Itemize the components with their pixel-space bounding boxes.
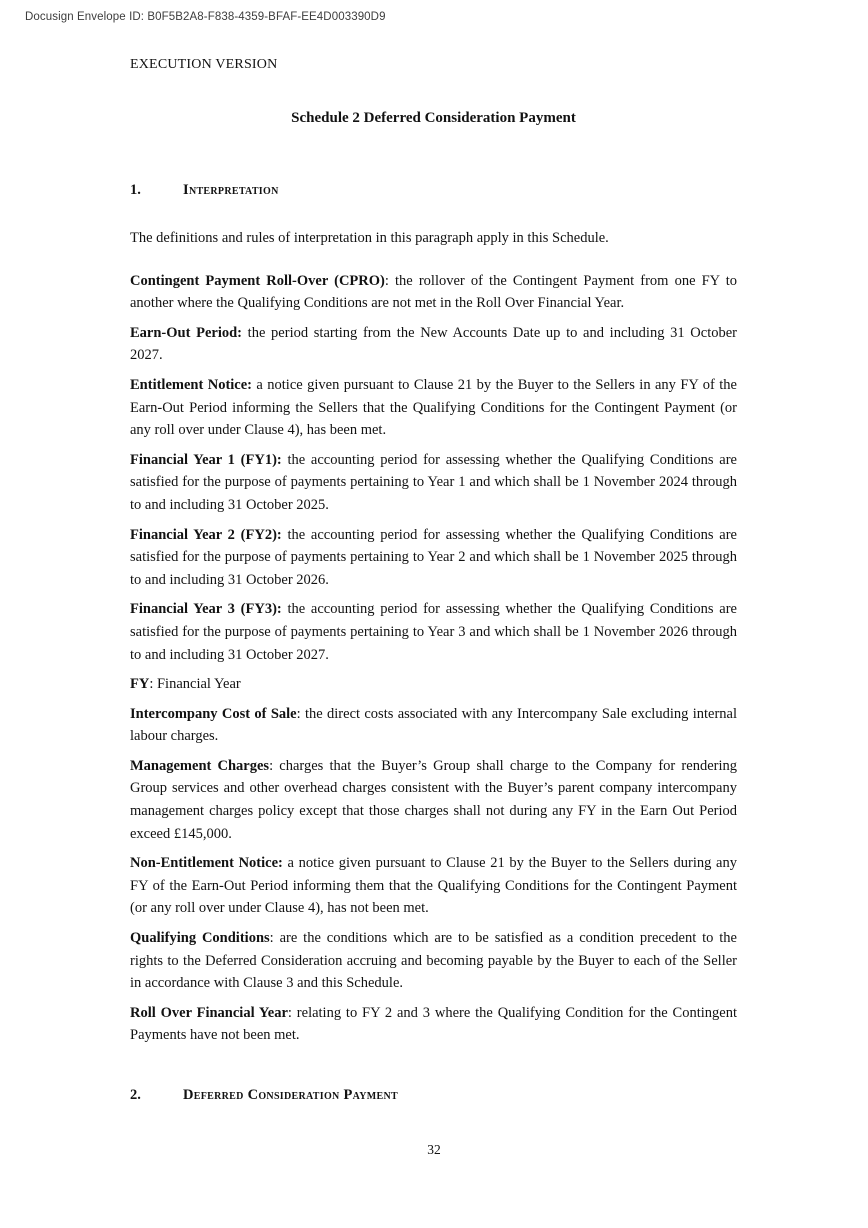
section-label: Deferred Consideration Payment [183, 1087, 398, 1103]
definition-paragraph [130, 598, 737, 666]
definition-text: : charges that the Buyer’s Group shall charge to the Company for rendering Group services and other overhead charges consistent with the Buyer’s parent company intercompany management charges policy except that those charges shall not during any FY in the Earn Out Period exceed £145,000. [130, 757, 737, 842]
definition-text: the accounting period for assessing whether the Qualifying Conditions are satisfied for the purpose of payments pertaining to Year 1 and which shall be 1 November 2024 through to and including 31 October 2025. [130, 451, 737, 513]
definition-text: : relating to FY 2 and 3 where the Qualifying Condition for the Contingent Payments have not been met. [130, 1004, 737, 1044]
docusign-envelope-id: Docusign Envelope ID: B0F5B2A8-F838-4359-BFAF-EE4D003390D9 [25, 11, 386, 23]
document-page [130, 0, 737, 1104]
definition-term: Earn-Out Period: [130, 324, 242, 341]
schedule-title: Schedule 2 Deferred Consideration Payment [291, 110, 576, 126]
page-number: 32 [427, 1142, 441, 1157]
definition-text: : are the conditions which are to be satisfied as a condition precedent to the rights to the Deferred Consideration accruing and becoming payable by the Buyer to each of the Seller in accordance with Clause 3 and this Schedule. [130, 930, 737, 992]
definition-text: the period starting from the New Accounts Date up to and including 31 October 2027. [130, 324, 737, 364]
section-label: Interpretation [183, 182, 279, 198]
definition-paragraph [130, 1002, 737, 1047]
definition-term: Roll Over Financial Year [130, 1004, 288, 1021]
definition-paragraph [130, 374, 737, 442]
definition-term: Financial Year 1 (FY1): [130, 451, 282, 468]
definition-paragraph [130, 755, 737, 845]
definition-paragraph [130, 673, 737, 696]
interpretation-intro-paragraph: The definitions and rules of interpretation in this paragraph apply in this Schedule. [130, 230, 609, 246]
definition-term: Financial Year 2 (FY2): [130, 526, 282, 543]
definition-text: a notice given pursuant to Clause 21 by the Buyer to the Sellers in any FY of the Earn-Out Period informing the Sellers that the Qualifying Conditions for the Contingent Payment (or any roll over under Clause 4), has been met. [130, 376, 737, 439]
definition-term: Contingent Payment Roll-Over (CPRO) [130, 272, 385, 289]
definition-paragraph [130, 927, 737, 995]
definition-text: : the rollover of the Contingent Payment from one FY to another where the Qualifying Conditions are not met in the Roll Over Financial Year. [130, 272, 738, 312]
definition-text: : Financial Year [149, 676, 241, 693]
definition-term: Non-Entitlement Notice: [130, 855, 283, 872]
definition-term: Qualifying Conditions [130, 930, 270, 947]
definition-paragraph [130, 852, 737, 920]
definition-text: a notice given pursuant to Clause 21 by the Buyer to the Sellers during any FY of the Earn-Out Period informing them that the Qualifying Conditions for the Contingent Payment (or any roll over under Clause 4), has not been met. [130, 855, 737, 917]
definition-term: Entitlement Notice: [130, 376, 252, 393]
definition-paragraph [130, 703, 737, 748]
execution-version-label: EXECUTION VERSION [130, 57, 278, 72]
definition-text: the accounting period for assessing whether the Qualifying Conditions are satisfied for the purpose of payments pertaining to Year 3 and which shall be 1 November 2026 through to and including 31 October 2027. [130, 601, 737, 663]
definition-paragraph [130, 322, 737, 367]
definition-paragraph [130, 449, 737, 517]
section-heading-interpretation [130, 182, 737, 199]
definition-term: Financial Year 3 (FY3): [130, 601, 282, 618]
section-heading-deferred-consideration-payment [130, 1087, 737, 1104]
definition-paragraph [130, 270, 737, 315]
section-number: 2. [130, 1087, 141, 1103]
definition-text: the accounting period for assessing whether the Qualifying Conditions are satisfied for the purpose of payments pertaining to Year 2 and which shall be 1 November 2025 through to and including 31 October 2026. [130, 526, 737, 588]
definition-term: FY [130, 676, 150, 693]
definition-text: : the direct costs associated with any Intercompany Sale excluding internal labour charges. [130, 705, 737, 745]
definition-term: Intercompany Cost of Sale [130, 705, 297, 722]
definition-paragraph [130, 524, 737, 592]
section-number: 1. [130, 182, 141, 198]
definition-term: Management Charges [130, 757, 270, 774]
